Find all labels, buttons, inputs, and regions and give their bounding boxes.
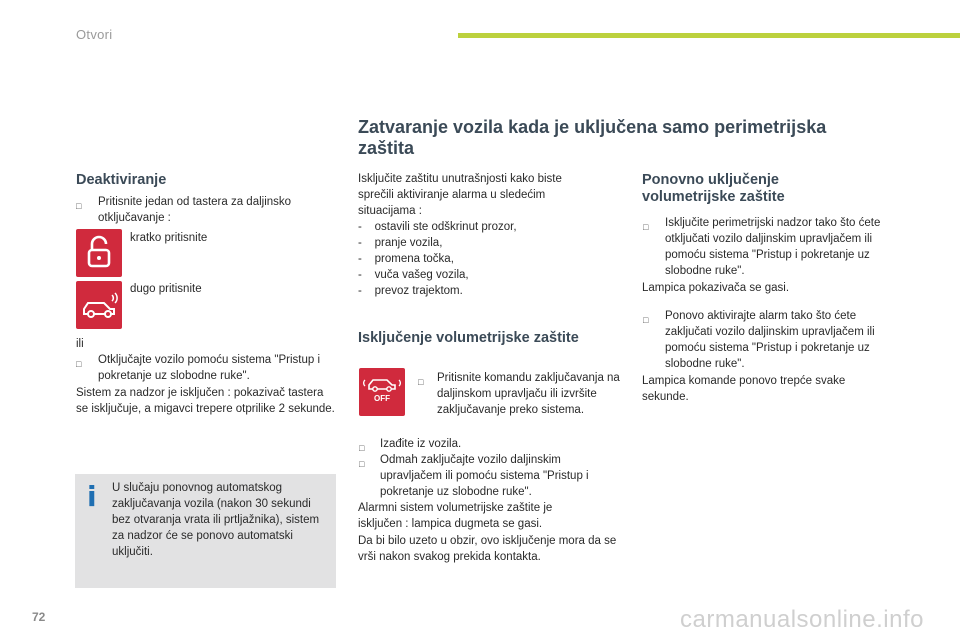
info-text: U slučaju ponovnog automatskog zaključavanja vozila (nakon 30 sekundi bez otvaranja vrata ili prtljažnika), sistem za nadzor će se ponovo automatski uključiti. [112,482,320,558]
header-accent-bar [458,33,960,38]
situation-item: - ostavili ste odškrinut prozor, [358,221,517,233]
section-label: Otvori [76,27,113,42]
main-title-line-1: Zatvaranje vozila kada je uključena samo perimetrijska [358,117,827,137]
main-title [358,117,918,159]
reactivation-title-line-2: volumetrijske zaštite [642,189,785,205]
checkbox-bullet-icon: □ [643,315,649,325]
or-label: ili [76,338,84,350]
off-result: Alarmni sistem volumetrijske zaštite je isključen : lampica dugmeta se gasi. [358,502,553,530]
checkbox-bullet-icon: □ [359,443,365,453]
info-icon: i [87,480,97,513]
reactivation-step-2: Ponovo aktivirajte alarm tako što ćete zaključati vozilo daljinskim upravljačem ili pomoću sistema "Pristup i pokretanje uz slobodne ruke". [665,310,875,370]
off-step-1: Pritisnite komandu zaključavanja na daljinskom upravljaču ili izvršite zaključavanje preko sistema. [437,372,620,416]
off-step-3: Odmah zaključajte vozilo daljinskim upravljačem ili pomoću sistema "Pristup i pokretanje uz slobodne ruke". [380,454,589,498]
unlock-icon [76,229,122,277]
alarm-off-icon [359,368,405,416]
watermark: carmanualsonline.info [680,606,924,633]
reactivation-result-1: Lampica pokazivača se gasi. [642,282,790,294]
checkbox-bullet-icon: □ [418,377,424,387]
deactivation-result: Sistem za nadzor je isključen : pokazivač tastera se isključuje, a migavci trepere otprilike 2 sekunde. [76,387,335,415]
reactivation-title-line-1: Ponovno uključenje [642,172,779,188]
long-press-label: dugo pritisnite [130,283,202,295]
off-section-title: Isključenje volumetrijske zaštite [358,330,579,346]
main-intro: Isključite zaštitu unutrašnjosti kako biste sprečili aktiviranje alarma u sledećim situacijama : [358,173,562,217]
situations-list [358,219,618,299]
reactivation-title [642,172,785,206]
checkbox-bullet-icon: □ [359,459,365,469]
situation-item: - pranje vozila, [358,237,443,249]
reactivation-result-2: Lampica komande ponovo trepće svake sekunde. [642,375,846,403]
situation-item: - prevoz trajektom. [358,285,463,297]
deactivation-title: Deaktiviranje [76,172,167,188]
car-icon [76,281,122,329]
situation-item: - promena točka, [358,253,454,265]
situation-item: - vuča vašeg vozila, [358,269,469,281]
checkbox-bullet-icon: □ [643,222,649,232]
page-number: 72 [32,610,46,624]
deactivation-step-1: Pritisnite jedan od tastera za daljinsko otključavanje : [98,196,292,224]
reactivation-step-1: Isključite perimetrijski nadzor tako što ćete otključati vozilo daljinskim upravljačem ili pomoću sistema "Pristup i pokretanje uz slobodne ruke". [665,217,881,277]
main-title-line-2: zaštita [358,138,415,158]
alarm-off-label: OFF [374,394,390,403]
off-note: Da bi bilo uzeto u obzir, ovo isključenje mora da se vrši nakon svakog prekida kontakta. [358,535,617,563]
checkbox-bullet-icon: □ [76,359,82,369]
deactivation-step-2: Otključajte vozilo pomoću sistema "Pristup i pokretanje uz slobodne ruke". [98,354,321,382]
checkbox-bullet-icon: □ [76,201,82,211]
short-press-label: kratko pritisnite [130,232,208,244]
off-step-2: Izađite iz vozila. [380,438,462,450]
